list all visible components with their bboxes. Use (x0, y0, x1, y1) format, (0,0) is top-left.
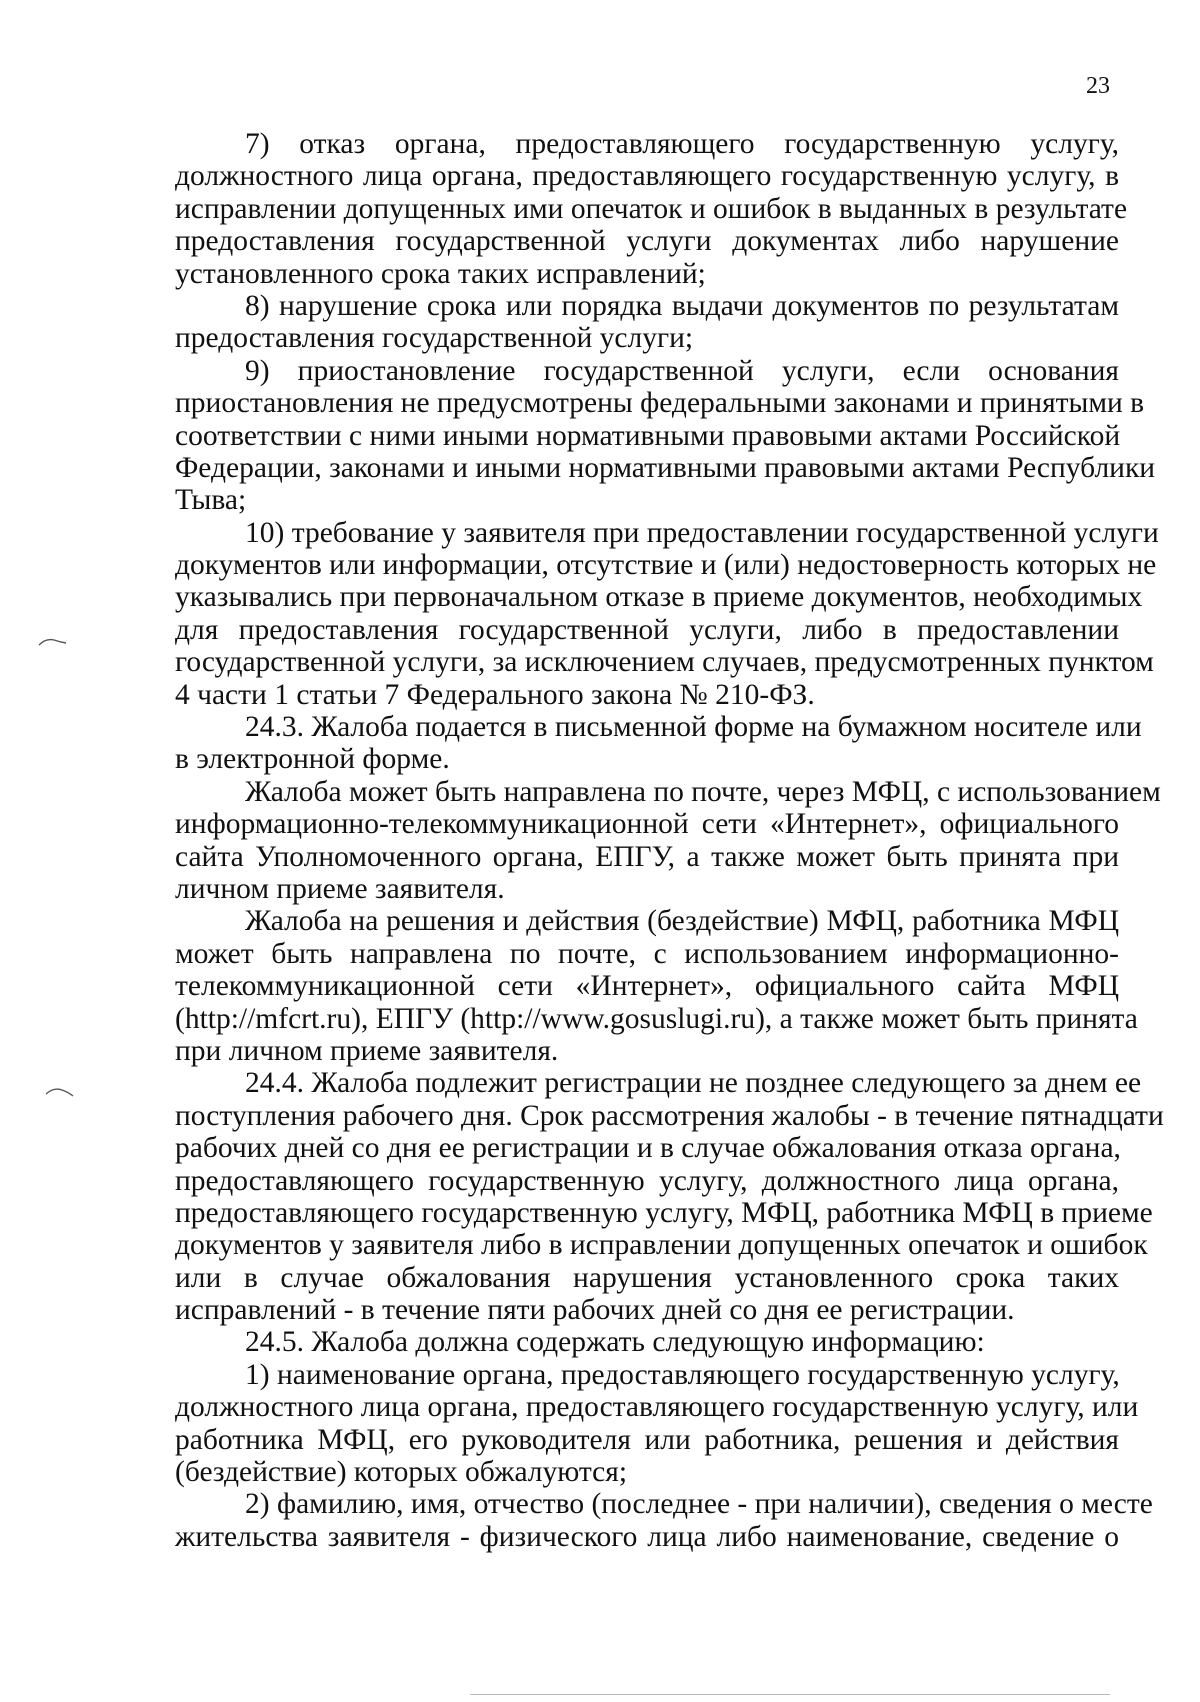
text-line: исправлений - в течение пяти рабочих дней со дня ее регистрации. (175, 1294, 1015, 1327)
paragraph (175, 711, 1142, 776)
paragraph (175, 128, 1128, 290)
text-line: указывались при первоначальном отказе в приеме документов, необходимых (175, 581, 1143, 614)
text-line: 1) наименование органа, предоставляющего государственную услугу, (245, 1358, 1120, 1391)
text-line: приостановления не предусмотрены федеральными законами и принятыми в (175, 387, 1145, 420)
margin-mark-lower (45, 1087, 75, 1097)
text-line: предоставляющего государственную услугу, должностного лица органа, (175, 1164, 1119, 1197)
text-line: 8) нарушение срока или порядка выдачи документов по результатам (245, 289, 1119, 322)
paragraph (175, 290, 1119, 355)
text-line: жительства заявителя - физического лица либо наименование, сведение о (175, 1520, 1119, 1553)
text-line: предоставляющего государственную услугу, МФЦ, работника МФЦ в приеме (175, 1196, 1153, 1229)
text-line: установленного срока таких исправлений; (175, 257, 706, 290)
text-line: Федерации, законами и иными нормативными правовыми актами Республики (175, 451, 1156, 484)
text-line: в электронной форме. (175, 743, 450, 776)
text-line: (бездействие) которых обжалуются; (175, 1456, 628, 1489)
text-line: соответствии с ними иными нормативными правовыми актами Российской (175, 419, 1121, 452)
text-line: информационно-телекоммуникационной сети «Интернет», официального (175, 808, 1119, 841)
text-line: при личном приеме заявителя. (175, 1034, 559, 1067)
bottom-rule (470, 1694, 1110, 1695)
text-line: 7) отказ органа, предоставляющего государственную услугу, (245, 128, 1119, 160)
text-line: для предоставления государственной услуги, либо в предоставлении (175, 613, 1119, 646)
paragraph (175, 354, 1156, 517)
text-line: должностного лица органа, предоставляющего государственную услугу, в (175, 160, 1119, 193)
paragraph (175, 905, 1138, 1067)
text-line: государственной услуги, за исключением случаев, предусмотренных пунктом (175, 646, 1154, 679)
text-line: (http://mfcrt.ru), ЕПГУ (http://www.gosuslugi.ru), а также может быть принята (175, 1002, 1138, 1035)
text-line: или в случае обжалования нарушения установленного срока таких (175, 1261, 1119, 1294)
text-line: работника МФЦ, его руководителя или работника, решения и действия (175, 1423, 1119, 1456)
text-line: сайта Уполномоченного органа, ЕПГУ, а также может быть принята при (175, 840, 1119, 873)
text-line: может быть направлена по почте, с использованием информационно- (175, 937, 1119, 970)
paragraph (175, 516, 1159, 711)
margin-mark-upper (38, 637, 68, 647)
text-line: рабочих дней со дня ее регистрации и в случае обжалования отказа органа, (175, 1132, 1121, 1165)
text-line: должностного лица органа, предоставляющего государственную услугу, или (175, 1391, 1139, 1424)
text-line: 4 части 1 статьи 7 Федерального закона № 210-ФЗ. (175, 678, 815, 711)
paragraph (175, 1326, 1119, 1358)
text-line: Тыва; (175, 484, 247, 517)
paragraph (175, 1488, 1153, 1553)
text-line: Жалоба может быть направлена по почте, через МФЦ, с использованием (245, 775, 1161, 808)
text-line: предоставления государственной услуги; (175, 322, 694, 355)
text-line: 2) фамилию, имя, отчество (последнее - при наличии), сведения о месте (245, 1488, 1153, 1521)
text-line: 9) приостановление государственной услуги, если основания (245, 354, 1119, 387)
text-line: документов или информации, отсутствие и (или) недостоверность которых не (175, 549, 1157, 582)
paragraph (175, 775, 1161, 906)
text-line: 24.4. Жалоба подлежит регистрации не позднее следующего за днем ее (245, 1067, 1142, 1100)
text-line: поступления рабочего дня. Срок рассмотрения жалобы - в течение пятнадцати (175, 1099, 1164, 1132)
text-line: исправлении допущенных ими опечаток и ошибок в выданных в результате (175, 192, 1128, 225)
text-line: 24.5. Жалоба должна содержать следующую информацию: (245, 1326, 985, 1359)
text-line: Жалоба на решения и действия (бездействие) МФЦ, работника МФЦ (245, 905, 1119, 938)
paragraph (175, 1067, 1164, 1327)
text-line: 24.3. Жалоба подается в письменной форме на бумажном носителе или (245, 711, 1142, 744)
page-number: 23 (1086, 73, 1110, 99)
document-body (175, 128, 1164, 1553)
text-line: 10) требование у заявителя при предоставлении государственной услуги (245, 516, 1159, 549)
paragraph (175, 1358, 1139, 1489)
text-line: личном приеме заявителя. (175, 872, 505, 905)
text-line: предоставления государственной услуги документах либо нарушение (175, 225, 1119, 258)
text-line: документов у заявителя либо в исправлении допущенных опечаток и ошибок (175, 1229, 1148, 1262)
text-line: телекоммуникационной сети «Интернет», официального сайта МФЦ (175, 970, 1119, 1003)
